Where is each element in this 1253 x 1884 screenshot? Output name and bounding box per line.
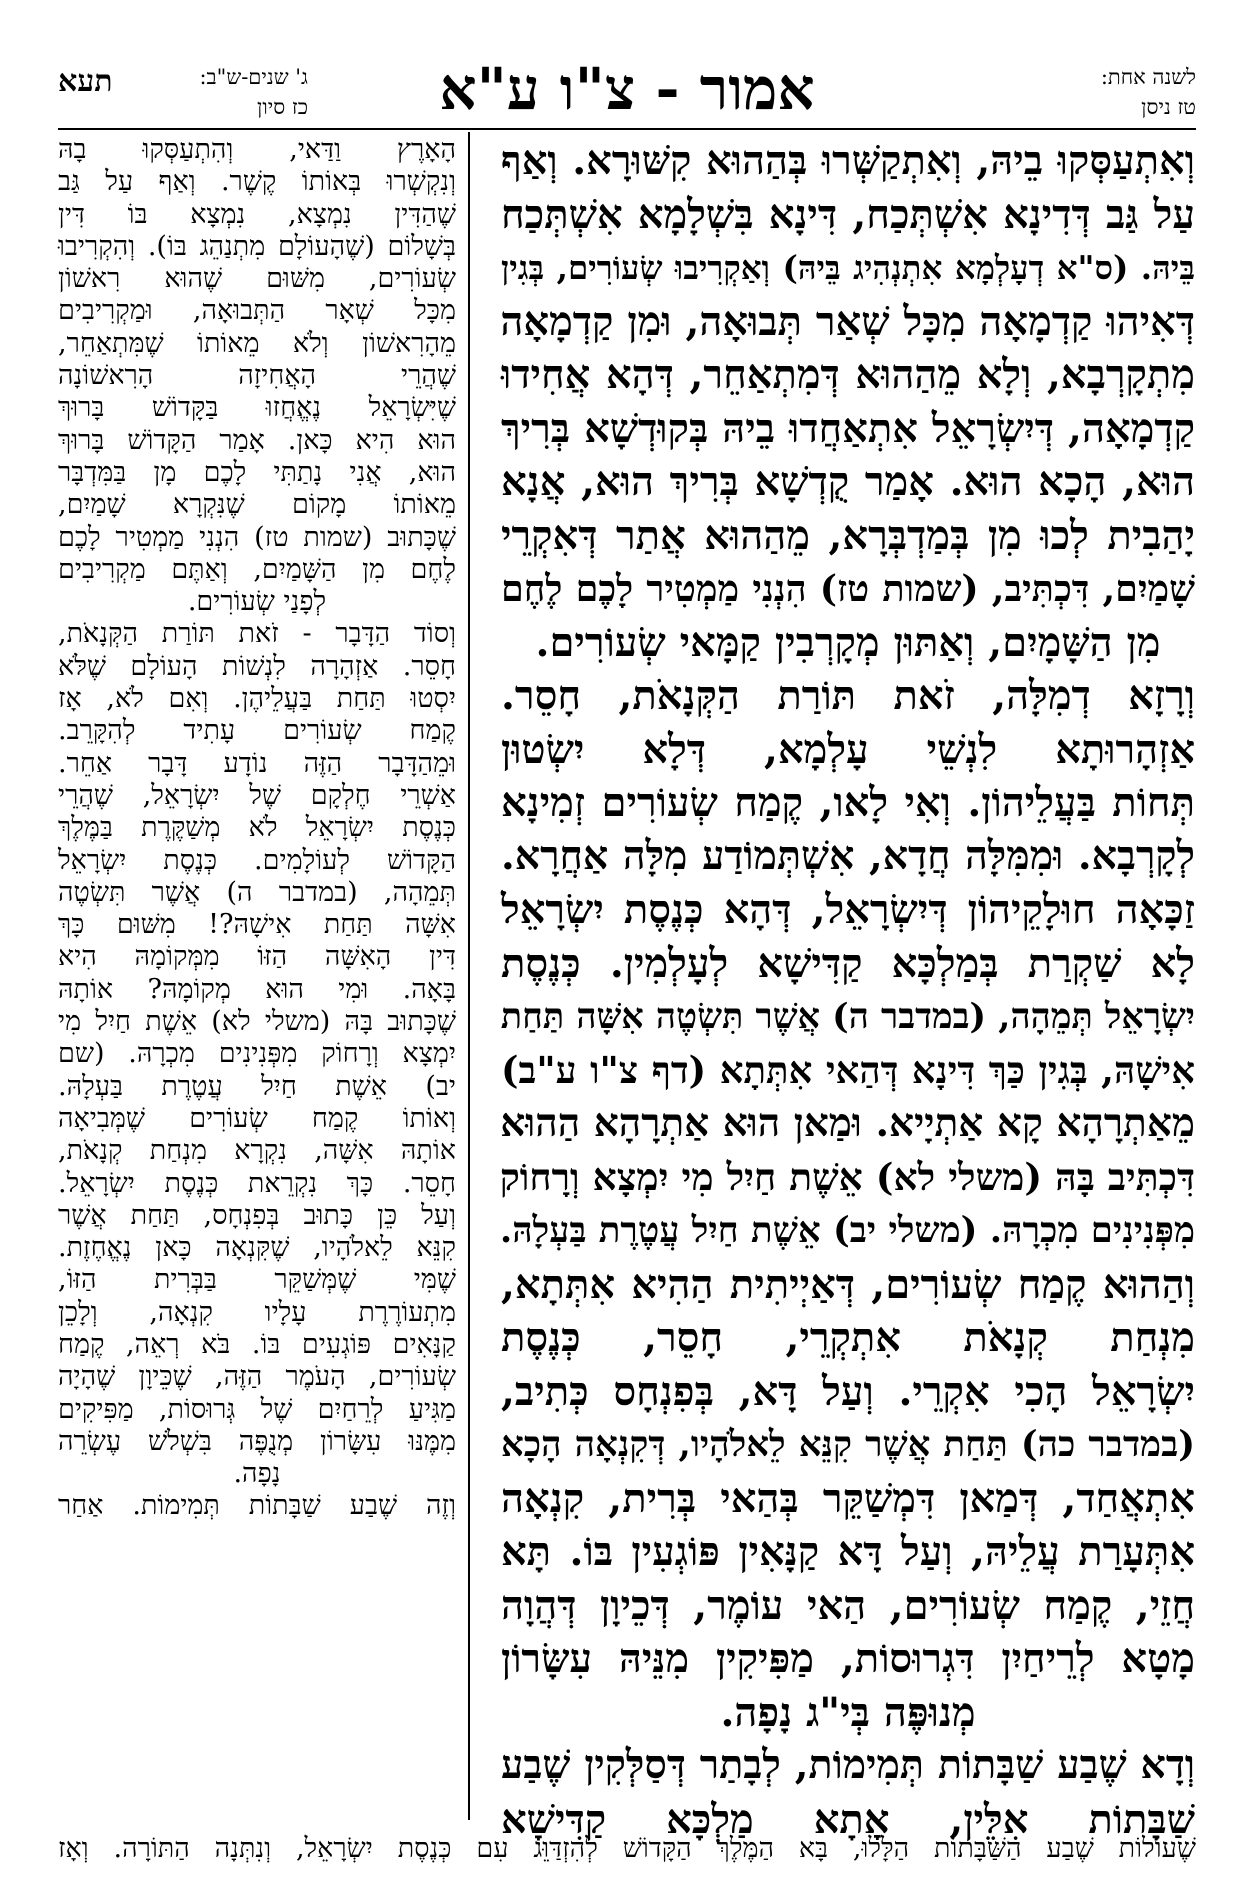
main-line: דִּכְתִּיב בָּהּ (משלי לא) אֵשֶׁת חַיִל מִי יִמְצָא וְרָחוֹק [499,1154,1195,1199]
side-line: הָאָרֶץ וַדַּאי, וְהִתְעַסְּקוּ בָהּ [58,134,456,165]
main-line: וְדָא שֶׁבַע שַׁבָּתוֹת תְּמִימוֹת, לְבָתַר דְּסַלְּקִין שֶׁבַע [501,1742,1195,1788]
header-date-three-years: כז סיון [257,95,308,119]
main-line: זַכָּאָה חוּלָקֵיהוֹן דְּיִשְׂרָאֵל, דְּהָא כְּנֶסֶת יִשְׂרָאֵל [501,886,1195,933]
column-divider [468,132,470,1820]
side-line: בָּאָה. וּמִי הוּא מְקוֹמָהּ? אוֹתָהּ [58,973,456,1005]
side-line: קֶמַח שְׂעוֹרִים עָתִיד לְהִקָּרֵב. [58,715,456,747]
header-date-one-year: טז ניסן [1141,95,1196,119]
main-line: מִתְקָרְבָא, וְלָא מֵהַהוּא דְּמִתְאַחֵר, דְּהָא אֲחִידוּ [501,351,1195,398]
main-line: מָטָא לְרֵיחַיִן דִּגְרוּסוֹת, מַפִּיקִין מִנֵּיהּ עִשָּׂרוֹן [501,1635,1195,1682]
side-line: כְּנֶסֶת יִשְׂרָאֵל לֹא מְשַׁקֶּרֶת בַּמֶּלֶךְ [58,812,456,844]
side-line: קַנָּאִים פּוֹגְעִים בּוֹ. בֹּא רְאֵה, קֶמַח [58,1328,456,1360]
main-line: וְרָזָא דְמִלָּה, זֹאת תּוֹרַת הַקְּנָאֹת, חָסֵר. [501,672,1195,719]
side-line: הוּא, אֲנִי נָתַתִּי לָכֶם מָן בַּמִּדְבָּר [58,456,456,488]
side-line: מַגִּיעַ לְרֵחַיִם שֶׁל גְּרוּסוֹת, מַפִּיקִים [58,1393,456,1425]
main-line: אִתְאֲחַד, דְּמַאן דִּמְשַׁקֵּר בְּהַאי בְּרִית, קִנְאָה [501,1474,1195,1522]
side-line: וְאוֹתוֹ קֶמַח שְׂעוֹרִים שֶׁמְּבִיאָה [58,1102,456,1134]
translation-column [58,134,456,1824]
main-column [499,134,1195,1843]
side-line: שֶׁכָּתוּב בָּהּ (משלי לא) אֵשֶׁת חַיִל מִי [58,1006,456,1038]
main-line: אִתְּעָרַת עֲלֵיהּ, וְעַל דָּא קַנָּאִין פּוֹגְעִין בּוֹ. תָּא [501,1528,1195,1575]
side-line: וְזֶה שֶׁבַע שַׁבָּתוֹת תְּמִימוֹת. אַחַר [58,1490,456,1522]
side-line: וּמֵהַדָּבָר הַזֶּה נוֹדָע דָּבָר אַחֵר. [58,747,456,779]
side-line: שֶׁהַדִּין נִמְצָא, נִמְצָא בּוֹ דִּין [58,198,456,230]
header-schedule-three-years: ג' שנים-ש"ב: [199,65,308,89]
main-line: וְאִתְעַסְּקוּ בֵיהּ, וְאִתְקַשְּׁרוּ בְּהַהוּא קִשּׁוּרָא. וְאַף [501,137,1195,184]
side-line: אַשְׁרֵי חֶלְקָם שֶׁל יִשְׂרָאֵל, שֶׁהֲרֵי [58,779,456,811]
main-line: קַדְמָאָה, דְּיִשְׂרָאֵל אִתְאַחֲדוּ בֵיהּ בְּקוּדְשָׁא בְּרִיךְ [501,404,1195,452]
side-line: שֶׁהֲרֵי הָאֲחִיזָה הָרִאשׁוֹנָה [58,360,456,392]
main-line: מִפְּנִינִים מִכְרָהּ. (משלי יב) אֵשֶׁת חַיִל עֲטֶרֶת בַּעְלָהּ. [499,1210,1195,1251]
side-line: אִשָּׁה תַּחַת אִישָׁהּ?! מִשּׁוּם כָּךְ [58,909,456,941]
side-line: הוּא הִיא כָּאן. אָמַר הַקָּדוֹשׁ בָּרוּךְ [58,424,456,456]
main-line: הוּא, הָכָא הוּא. אָמַר קֻדְשָׁא בְּרִיךְ הוּא, אֲנָא [501,458,1195,505]
side-line: תְּמֵהָה, (במדבר ה) אֲשֶׁר תִּשְׂטֶה [58,876,456,908]
main-line: חֲזֵי, קֶמַח שְׂעוֹרִים, הַאי עוֹמֶר, דְּכֵיוָן דְּהֲוָה [501,1581,1195,1629]
main-line: מֵאַתְרָהָא קָא אַתְיָיא. וּמַאן הוּא אַתְרָהָא הַהוּא [500,1100,1195,1146]
side-line: יִמְצָא וְרָחוֹק מִפְּנִינִים מִכְרָהּ. (שם [58,1038,456,1070]
side-line: אוֹתָהּ אִשָּׁה, נִקְרָא מִנְחַת קְנָאֹת, [58,1135,456,1167]
side-line: חָסֵר. אַזְהָרָה לִנְשׁוֹת הָעוֹלָם שֶׁלֹּא [58,650,456,682]
main-line: תְּחוֹת בַּעֲלֵיהוֹן. וְאִי לָאו, קֶמַח שְׂעוֹרִים זְמִינָא [501,779,1195,826]
main-line: שַׁבָּתוֹת אִלֵּין, אָתָא מַלְכָּא קַדִּישָׁא [501,1795,1195,1843]
side-line: חָסֵר. כָּךְ נִקְרֵאת כְּנֶסֶת יִשְׂרָאֵל. [58,1167,456,1199]
main-line: לְקָרְבָא. וּמִמִּלָּה חֲדָא, אִשְׁתְּמוֹדַע מִלָּה אַחֲרָא. [501,832,1195,879]
header-schedule-one-year: לשנה אחת: [1100,65,1196,89]
side-line: לְפָנַי שְׂעוֹרִים. [187,586,327,618]
side-line: מִכָּל שְׁאָר הַתְּבוּאָה, וּמַקְרִיבִים [58,295,456,327]
main-line: יָהַבִית לְכוּ מִן בְּמַדְבְּרָא, מֵהַהוּא אֲתַר דְּאִקְרֵי [501,511,1195,559]
main-line: מִן הַשָּׁמָיִם, וְאַתּוּן מְקָרְבִין קַמָּאי שְׂעוֹרִים. [535,618,1161,666]
main-line: לָא שַׁקְרַת בְּמַלְכָּא קַדִּישָׁא לְעָלְמִין. כְּנֶסֶת [501,939,1195,987]
side-line: שְׂעוֹרִים, מִשּׁוּם שֶׁהוּא רִאשׁוֹן [58,263,456,295]
main-line: מְנוּפֶּה בְּי"ג נָפָה. [720,1688,976,1736]
side-line: קִנֵּא לֵאלֹהָיו, שֶׁקִּנְאָה כָּאן נֶאֱחֶזֶת. [58,1232,456,1264]
side-line: וְנִקְשְׁרוּ בְּאוֹתוֹ קֶשֶׁר. וְאַף עַל גַּב [58,166,456,198]
page-title: אמור - צ"ו ע"א [439,55,815,123]
side-line: שֶׁיִּשְׂרָאֵל נֶאֱחֲזוּ בַּקָּדוֹשׁ בָּרוּךְ [58,392,456,424]
side-line: לֶחֶם מִן הַשָּׁמַיִם, וְאַתֶּם מַקְרִיבִים [58,553,456,585]
main-line: דְּאִיהוּ קַדְמָאָה מִכָּל שְׁאַר תְּבוּאָה, וּמִן קַדְמָאָה [500,297,1195,345]
main-line: יִשְׂרָאֵל הָכִי אִקְרֵי. וְעַל דָּא, בְּפִנְחָס כְּתִיב, [501,1367,1195,1415]
side-line: וְסוֹד הַדָּבָר - זֹאת תּוֹרַת הַקְּנָאֹת, [58,618,456,650]
side-line: שֶׁכָּתוּב (שמות טז) הִנְנִי מַמְטִיר לָכֶם [58,521,456,553]
side-line: הַקָּדוֹשׁ לְעוֹלָמִים. כְּנֶסֶת יִשְׂרָאֵל [58,844,456,876]
side-line: יב) אֵשֶׁת חַיִל עֲטֶרֶת בַּעְלָהּ. [58,1070,456,1102]
side-line: מִמֶּנּוּ עִשָּׂרוֹן מְנֻפֶּה בִּשְׁלֹשׁ עֶשְׂרֵה [58,1425,456,1457]
side-line: דִּין הָאִשָּׁה הַזּוֹ מִמְּקוֹמָהּ הִיא [58,941,456,973]
side-line: וְעַל כֵּן כָּתוּב בְּפִנְחָס, תַּחַת אֲשֶׁר [58,1199,456,1231]
side-line: מֵהָרִאשׁוֹן וְלֹא מֵאוֹתוֹ שֶׁמִּתְאַחֵר, [58,327,456,359]
page-header [58,56,1196,128]
main-line: בֵּיהּ. (ס"א דְעָלְמָא אִתְנְהִיג בֵּיהּ) וְאַקְרִיבוּ שְׂעוֹרִים, בְּגִין [501,248,1195,287]
header-left-block [148,62,308,122]
main-line: (במדבר כה) תַּחַת אֲשֶׁר קִנֵּא לֵאלֹהָיו, דְּקִנְאָה הָכָא [501,1424,1195,1465]
main-line: מִנְחַת קְנָאֹת אִתְקְרֵי, חָסֵר, כְּנֶסֶת [501,1314,1195,1361]
main-line: אִישָׁהּ, בְּגִין כַּךְ דִּינָא דְּהַאי אִתְּתָא (דף צ"ו ע"ב) [501,1047,1195,1092]
main-line: שָׁמַיִם, דִּכְתִּיב, (שמות טז) הִנְנִי מַמְטִיר לָכֶם לֶחֶם [501,567,1195,610]
main-line: עַל גַּב דְּדִינָא אִשְׁתְּכַח, דִּינָא בִּשְׁלָמָא אִשְׁתְּכַח [501,190,1195,238]
header-divider [58,128,1196,130]
bottom-continuation-line: שֶׁעוֹלוֹת שֶׁבַע הַשַּׁבָּתוֹת הַלָּלוּ, בָּא הַמֶּלֶךְ הַקָּדוֹשׁ לְהִזְדַּוֵּג עִם כְּנֶסֶת יִשְׂרָאֵל, וְנִתְּנָה הַתּוֹרָה. וְאָז [58,1833,1196,1864]
main-line: אַזְהָרוּתָא לִנְשֵׁי עָלְמָא, דְּלָא יִשְׂטוּן [501,725,1195,773]
page-number: תעא [58,64,113,99]
side-line: מֵאוֹתוֹ מָקוֹם שֶׁנִּקְרָא שָׁמַיִם, [58,489,456,521]
side-line: שְׂעוֹרִים, הָעֹמֶר הַזֶּה, שֶׁכֵּיוָן שֶׁהָיָה [58,1361,456,1393]
side-line: יִסְטוּ תַּחַת בַּעֲלֵיהֶן. וְאִם לֹא, אָז [58,683,456,715]
side-line: שֶׁמִּי שֶׁמְּשַׁקֵּר בַּבְּרִית הַזּוֹ, [58,1264,456,1296]
side-line: מִתְעוֹרֶרֶת עָלָיו קִנְאָה, וְלָכֵן [58,1296,456,1328]
main-line: וְהַהוּא קֶמַח שְׂעוֹרִים, דְּאַיְיתִית הַהִיא אִתְּתָא, [501,1260,1195,1308]
main-line: יִשְׂרָאֵל תְּמֵהָה, (במדבר ה) אֲשֶׁר תִּשְׂטֶה אִשָּׁה תַּחַת [500,996,1195,1037]
side-line: בְּשָׁלוֹם (שֶׁהָעוֹלָם מִתְנַהֵג בּוֹ). וְהִקְרִיבוּ [58,230,456,262]
side-line: נָפָה. [233,1458,281,1490]
